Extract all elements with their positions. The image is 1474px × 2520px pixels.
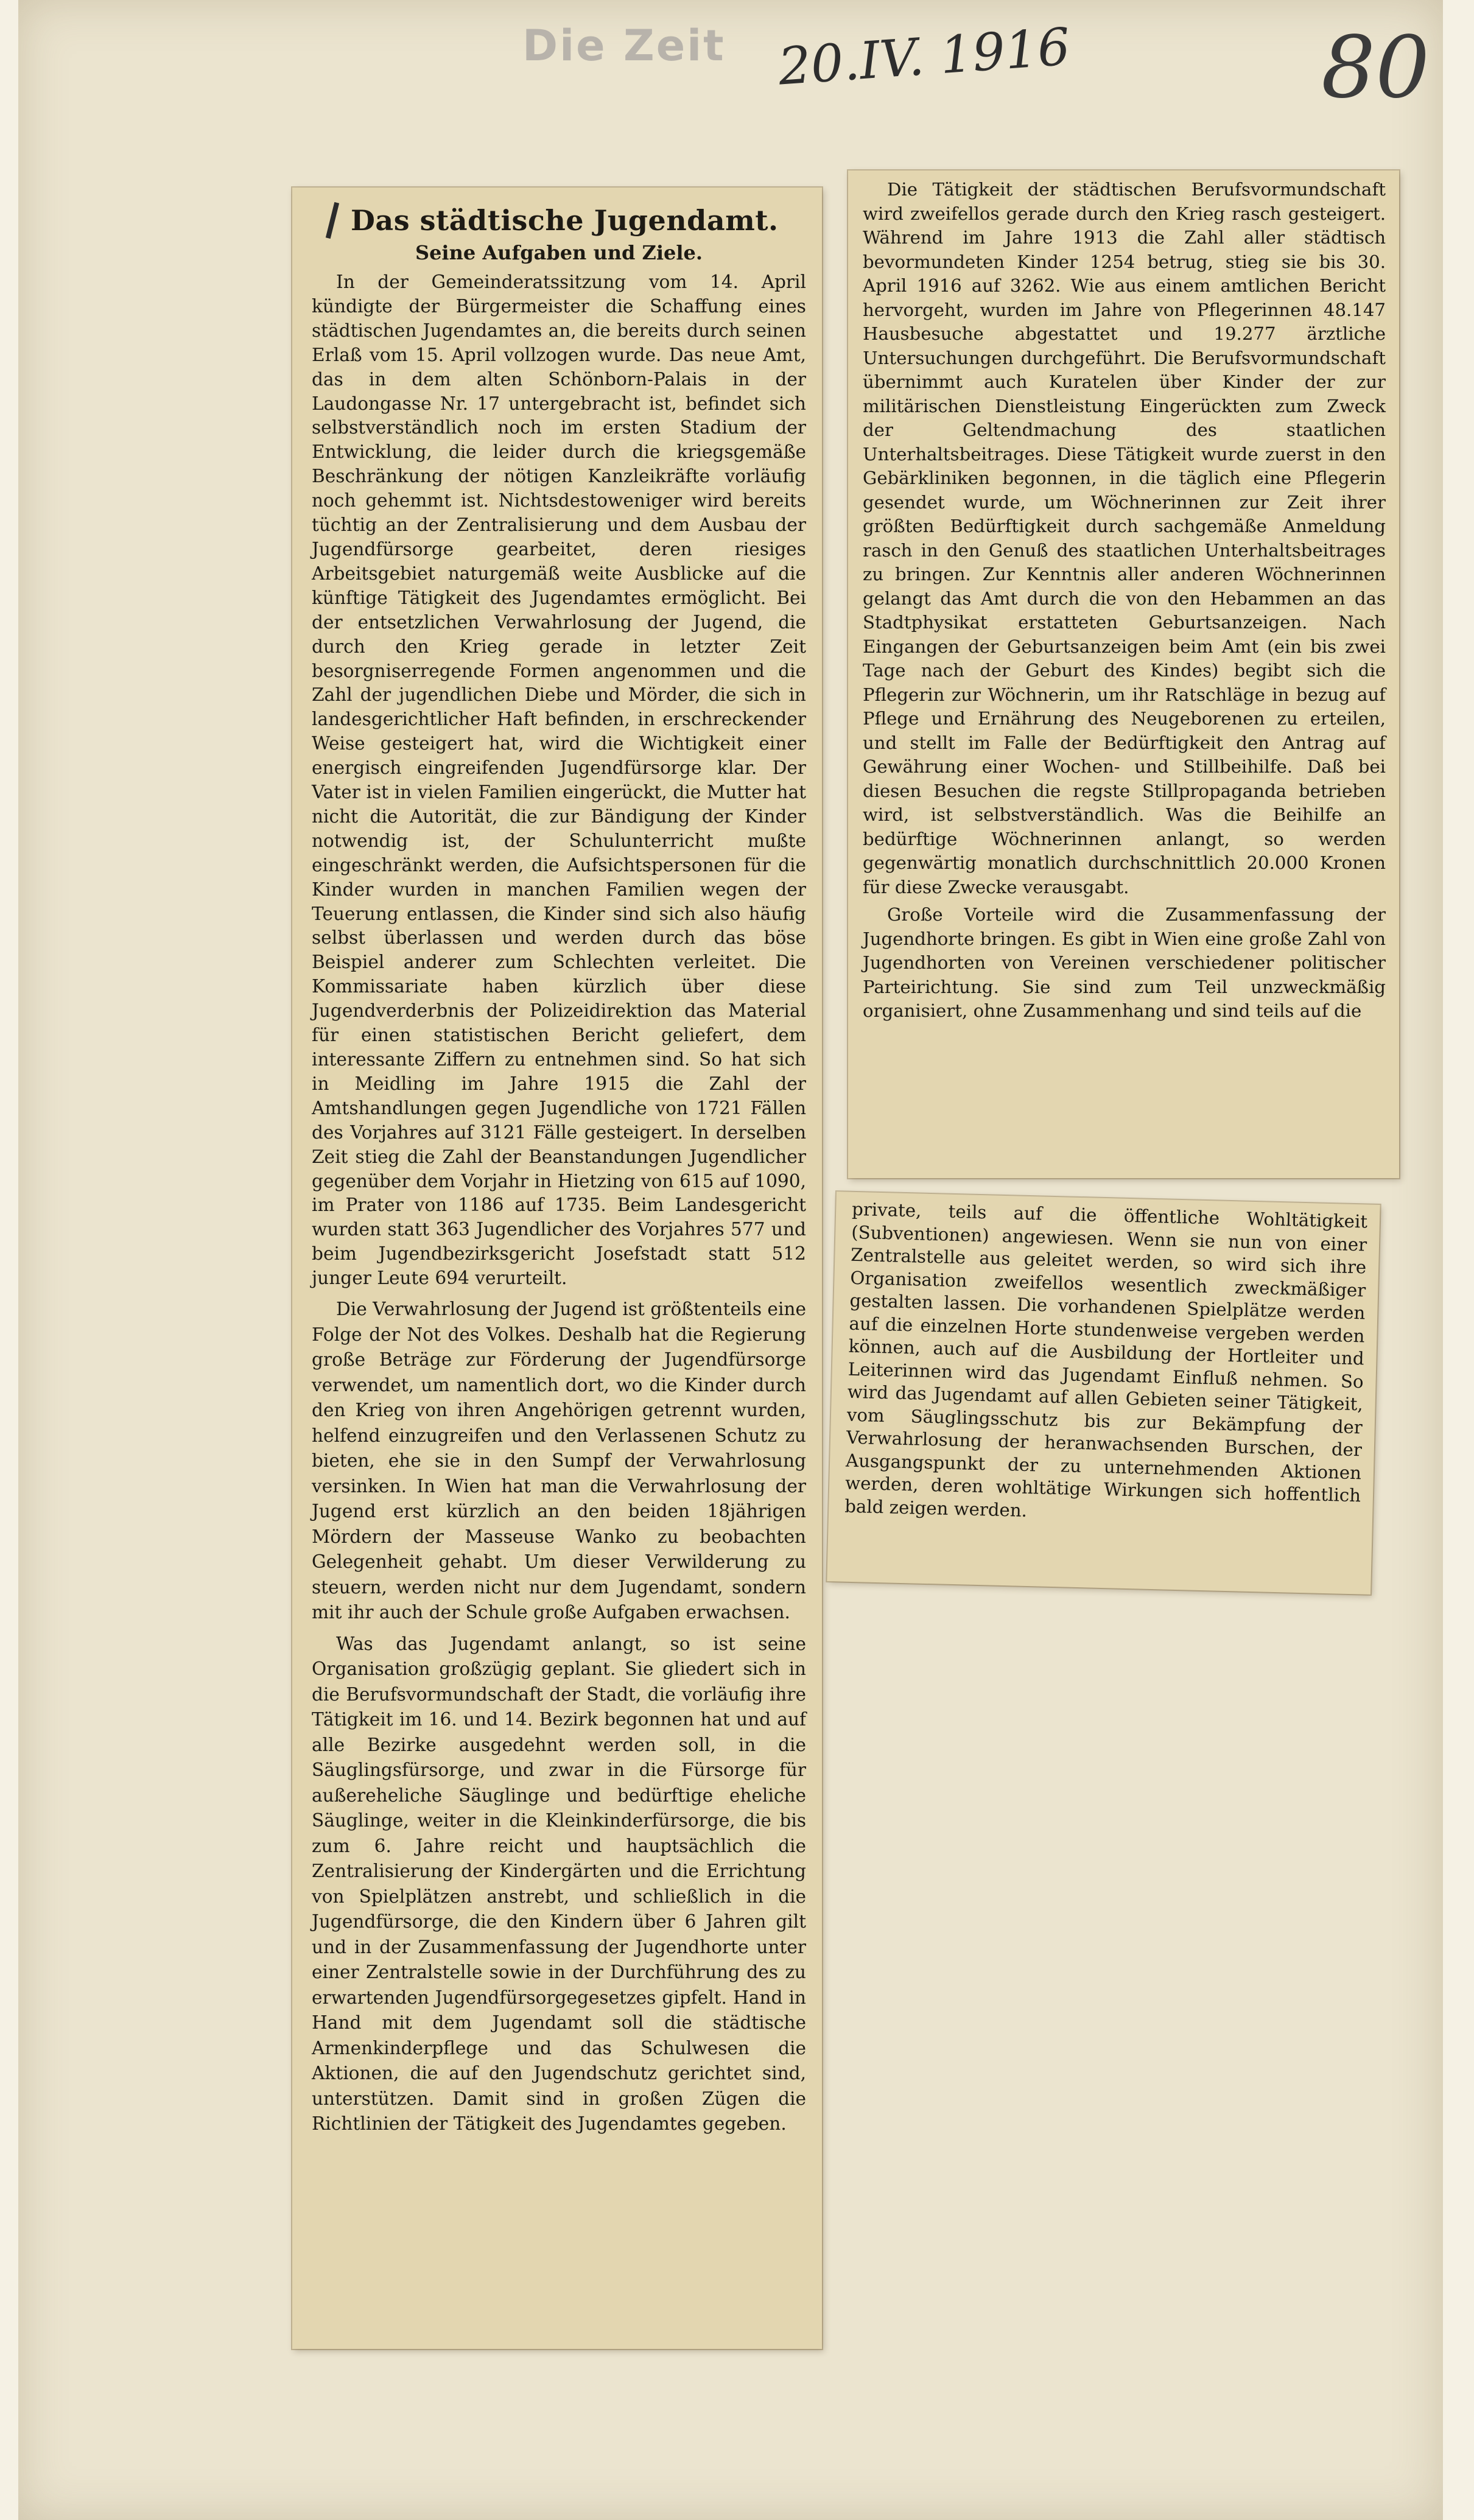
handwritten-date: 20.IV. 1916: [776, 16, 1072, 97]
paragraph: Große Vorteile wird die Zusammenfassung der Jugendhorte bringen. Es gibt in Wien eine große Zahl von Jugendhorten von Vereinen verschiedener politischer Parteirichtung. Sie sind zum Teil unzweckmäßig organisiert, ohne Zusammenhang und sind teils auf die: [863, 904, 1386, 1021]
paragraph: Die Verwahrlosung der Jugend ist größtenteils eine Folge der Not des Volkes. Deshalb hat die Regierung große Beträge zur Förderung der Jugendfürsorge verwendet, um namentlich dort, wo die Kinder durch den Krieg von ihren Angehörigen getrennt wurden, helfend einzugreifen und den Verlassenen Schutz zu bieten, ehe sie in den Sumpf der Verwahrlosung versinken. In Wien hat man die Verwahrlosung der Jugend erst kürzlich an den beiden 18jährigen Mördern der Masseuse Wanko zu beobachten Gelegenheit gehabt. Um dieser Verwilderung zu steuern, werden nicht nur dem Jugendamt, sondern mit ihr auch der Schule große Aufgaben erwachsen.: [312, 1299, 806, 1623]
subheadline: Seine Aufgaben und Ziele.: [415, 241, 703, 264]
clipping-right-column-bottom: [827, 1192, 1380, 1595]
headline-text: Das städtische Jugendamt.: [351, 204, 779, 237]
newspaper-stamp: Die Zeit: [522, 21, 726, 71]
paragraph: In der Gemeinderatssitzung vom 14. April kündigte der Bürgermeister die Schaffung eines städtischen Jugendamtes an, die bereits durch seinen Erlaß vom 15. April vollzogen wurde. Das neue Amt, das in dem alten Schönborn-Palais in der Laudongasse Nr. 17 untergebracht ist, befindet sich selbstverständlich noch im ersten Stadium der Entwicklung, die leider durch die kriegsgemäße Beschränkung der nötigen Kanzleikräfte vorläufig noch gehemmt ist. Nichtsdestoweniger wird bereits tüchtig an der Zentralisierung und dem Ausbau der Jugendfürsorge gearbeitet, deren riesiges Arbeitsgebiet naturgemäß weite Ausblicke auf die künftige Tätigkeit des Jugendamtes ermöglicht. Bei der entsetzlichen Verwahrlosung der Jugend, die durch den Krieg gerade in letzter Zeit besorgniserregende Formen angenommen und die Zahl der jugendlichen Diebe und Mörder, die sich in landesgerichtlicher Haft befinden, in erschreckender Weise gesteigert hat, wird die Wichtigkeit einer energisch eingreifenden Jugendfürsorge klar. Der Vater ist in vielen Familien eingerückt, die Mutter hat nicht die Autorität, die zur Bändigung der Kinder notwendig ist, der Schulunterricht mußte eingeschränkt werden, die Aufsichtspersonen für die Kinder wurden in manchen Familien wegen der Teuerung entlassen, die Kinder sind sich also häufig selbst überlassen und werden durch das böse Beispiel anderer zum Schlechten verleitet. Die Kommissariate haben kürzlich über diese Jugendverderbnis der Polizeidirektion das Material für einen statistischen Bericht geliefert, dem interessante Ziffern zu entnehmen sind. So hat sich in Meidling im Jahre 1915 die Zahl der Amtshandlungen gegen Jugendliche von 1721 Fällen des Vorjahres auf 3121 Fälle gesteigert. In derselben Zeit stieg die Zahl der Beanstandungen Jugendlicher gegenüber dem Vorjahr in Hietzing von 615 auf 1090, im Prater von 1186 auf 1735. Beim Landesgericht wurden statt 363 Jugendlicher des Vorjahres 577 und beim Jugendbezirksgericht Josefstadt statt 512 junger Leute 694 verurteilt.: [312, 272, 806, 1289]
paragraph: private, teils auf die öffentliche Wohltätigkeit (Subventionen) angewiesen. Wenn sie nun von einer Zentralstelle aus geleitet werden, so wird sich ihre Organisation zweifellos wesentlich zweckmäßiger gestalten lassen. Die vorhandenen Spielplätze werden auf die einzelnen Horte stundenweise vergeben werden können, auch auf die Ausbildung der Hortleiter und Leiterinnen wird das Jugendamt Einfluß nehmen. So wird das Jugendamt auf allen Gebieten seiner Tätigkeit, vom Säuglingsschutz bis zur Bekämpfung der Verwahrlosung der heranwachsenden Burschen, der Ausgangspunkt der zu unternehmenden Aktionen werden, deren wohltätige Wirkungen sich hoffentlich bald zeigen werden.: [844, 1198, 1368, 1521]
clipping-right-column-top: [848, 170, 1399, 1178]
pencil-mark-icon: [326, 202, 339, 239]
headline: [330, 202, 806, 239]
clipping-left-column: [292, 188, 822, 2349]
page-number: 80: [1321, 18, 1430, 118]
paragraph: Die Tätigkeit der städtischen Berufsvormundschaft wird zweifellos gerade durch den Krieg rasch gesteigert. Während im Jahre 1913 die Zahl aller städtisch bevormundeten Kinder 1254 betrug, stieg sie bis 30. April 1916 auf 3262. Wie aus einem amtlichen Bericht hervorgeht, wurden im Jahre von Pflegerinnen 48.147 Hausbesuche abgestattet und 19.277 ärztliche Untersuchungen durchgeführt. Die Berufsvormundschaft übernimmt auch Kuratelen über Kinder der zur militärischen Dienstleistung Eingerückten zum Zweck der Geltendmachung des staatlichen Unterhaltsbeitrages. Diese Tätigkeit wurde zuerst in den Gebärkliniken begonnen, in die täglich eine Pflegerin gesendet wurde, um Wöchnerinnen zur Zeit ihrer größten Bedürftigkeit durch sachgemäße Anmeldung rasch in den Genuß des staatlichen Unterhaltsbeitrages zu bringen. Zur Kenntnis aller anderen Wöchnerinnen gelangt das Amt durch die von den Hebammen an das Stadtphysikat erstatteten Geburtsanzeigen. Nach Eingangen der Geburtsanzeigen beim Amt (ein bis zwei Tage nach der Geburt des Kindes) begibt sich die Pflegerin zur Wöchnerin, um ihr Ratschläge in bezug auf Pflege und Ernährung des Neugeborenen zu erteilen, und stellt im Falle der Bedürftigkeit den Antrag auf Gewährung einer Wochen- und Stillbeihilfe. Daß bei diesen Besuchen die regste Stillpropaganda betrieben wird, ist selbstverständlich. Was die Beihilfe an bedürftige Wöchnerinnen anlangt, so werden gegenwärtig monatlich durchschnittlich 20.000 Kronen für diese Zwecke verausgabt.: [863, 179, 1386, 897]
paragraph: Was das Jugendamt anlangt, so ist seine Organisation großzügig geplant. Sie gliedert sich in die Berufsvormundschaft der Stadt, die vorläufig ihre Tätigkeit im 16. und 14. Bezirk begonnen hat und auf alle Bezirke ausgedehnt werden soll, in die Säuglingsfürsorge, und zwar in die Fürsorge für außereheliche Säuglinge und bedürftige eheliche Säuglinge, weiter in die Kleinkinderfürsorge, die bis zum 6. Jahre reicht und hauptsächlich die Zentralisierung der Kindergärten und die Errichtung von Spielplätzen anstrebt, und schließlich in die Jugendfürsorge, die den Kindern über 6 Jahren gilt und in der Zusammenfassung der Jugendhorte unter einer Zentralstelle sowie in der Durchführung des zu erwartenden Jugendfürsorgegesetzes gipfelt. Hand in Hand mit dem Jugendamt soll die städtische Armenkinderpflege und das Schulwesen die Aktionen, die auf den Jugendschutz gerichtet sind, unterstützen. Damit sind in großen Zügen die Richtlinien der Tätigkeit des Jugendamtes gegeben.: [312, 1633, 806, 2135]
